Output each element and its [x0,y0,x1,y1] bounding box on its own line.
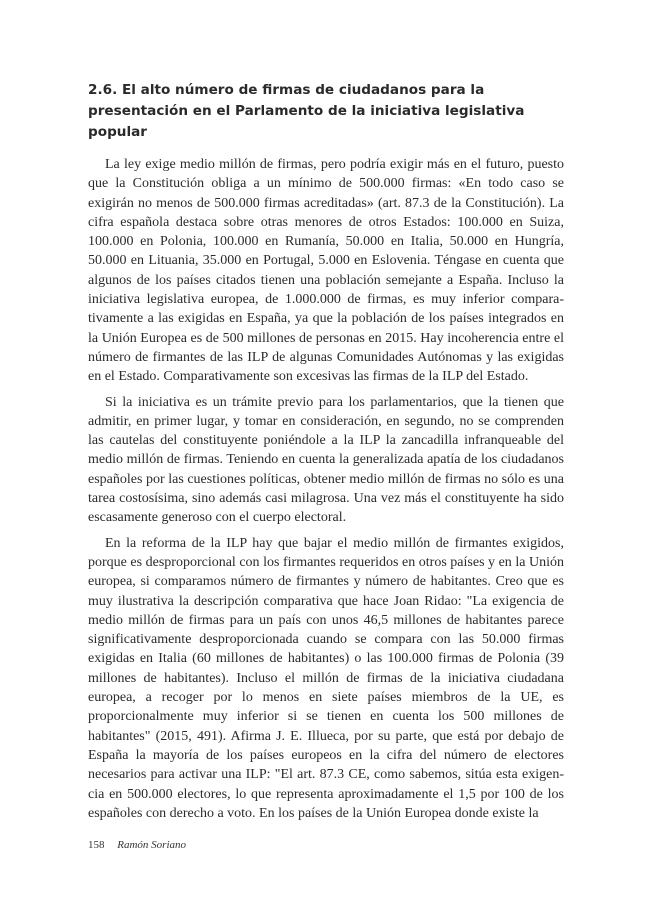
page-number: 158 [88,839,105,851]
page-footer [88,839,186,851]
paragraph-3: En la reforma de la ILP hay que bajar el medio millón de firmantes exigidos, porque es desproporcional con los firmantes requeridos en otros países y en la Unión europea, si comparamos número de firmantes y número de habitantes. Creo que es muy ilustrativa la descripción comparativa que hace Joan Ridao: "La exigencia de medio millón de firmas para un país con unos 46,5 millones de habitantes parece significativamente desproporcionada cuando se compara con las 50.000 firmas exigidas en Italia (60 millones de habitantes) o las 100.000 firmas de Polonia (39 millones de habitantes). Incluso el millón de firmas de la iniciativa ciudadana europea, a recoger por lo menos en siete países miembros de la UE, es proporcionalmente muy inferior si se tienen en cuenta los 500 millones de habitantes" (2015, 491). Afirma J. E. Illueca, por su parte, que está por debajo de España la mayoría de los países europeos en la cifra del número de electores necesarios para activar una ILP: "El art. 87.3 CE, como sabemos, sitúa esta exigencia en 500.000 electores, lo que representa aproximadamente el 1,5 por 100 de los españoles con derecho a voto. En los países de la Unión Europea donde existe la [88,535,564,821]
paragraph-2: Si la iniciativa es un trámite previo para los parlamentarios, que la tienen que admitir, en primer lugar, y tomar en consideración, en segundo, no se comprenden las cautelas del constituyente poniéndole a la ILP la zancadilla infranqueable del medio millón de firmas. Teniendo en cuenta la generalizada apatía de los ciudadanos españoles por las cuestiones políticas, obtener medio millón de firmas no sólo es una tarea costosísima, sino además casi milagrosa. Una vez más el constituyente ha sido escasamente generoso con el cuerpo electoral. [88,394,564,526]
paragraph-1: La ley exige medio millón de firmas, pero podría exigir más en el futuro, puesto que la Constitución obliga a un mínimo de 500.000 firmas: «En todo caso se exigirán no menos de 500.000 firmas acreditadas» (art. 87.3 de la Constitución). La cifra española destaca sobre otras menores de otros Estados: 100.000 en Suiza, 100.000 en Polonia, 100.000 en Rumanía, 50.000 en Italia, 50.000 en Hungría, 50.000 en Lituania, 35.000 en Portugal, 5.000 en Eslovenia. Téngase en cuenta que algunos de los países citados tienen una población semejante a España. Incluso la iniciativa legislativa europea, de 1.000.000 de firmas, es muy inferior comparativamente a las exigidas en España, ya que la población de los países integrados en la Unión Europea es de 500 millones de personas en 2015. Hay incoherencia entre el número de firmantes de las ILP de algunas Comunidades Autónomas y las exigidas en el Estado. Comparativamente son excesivas las firmas de la ILP del Estado. [88,157,564,385]
section-heading: 2.6. El alto número de firmas de ciudadanos para la presentación en el Parlamento de la iniciativa legislativa popular [88,82,525,140]
running-author: Ramón Soriano [117,839,186,851]
page-body [88,80,564,829]
